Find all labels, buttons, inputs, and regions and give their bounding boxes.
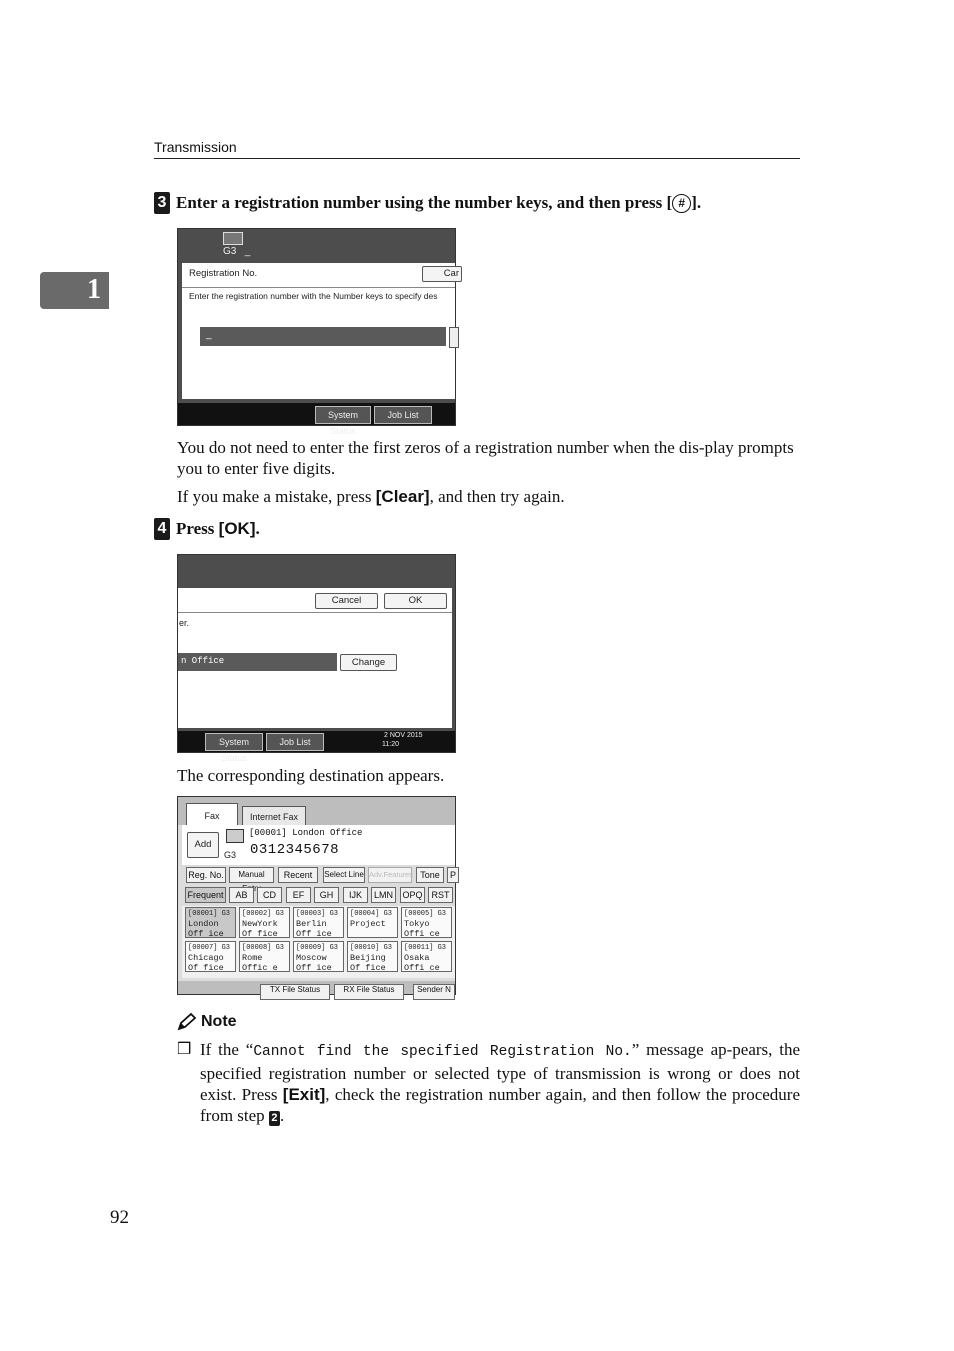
pause-button[interactable]: P xyxy=(447,867,459,883)
dest-code: [00009] G3 xyxy=(296,944,339,952)
step-number: 3 xyxy=(154,192,170,214)
dest-name: Osaka Offi ce xyxy=(404,953,440,973)
instruction-text: Enter the registration number with the Number keys to specify des xyxy=(189,291,438,301)
step-reference: 2 xyxy=(269,1111,280,1126)
tab-rst[interactable]: RST xyxy=(428,887,453,903)
status-bar xyxy=(178,731,455,763)
dest-code: [00002] G3 xyxy=(242,910,285,918)
hash-key-icon: # xyxy=(672,194,691,213)
step-text-end: ]. xyxy=(691,192,702,212)
note-bullet: ❒ xyxy=(177,1041,192,1058)
rx-file-status-button[interactable]: RX File Status xyxy=(334,984,404,1000)
destination-key[interactable] xyxy=(347,907,398,938)
system-status-button[interactable]: System Status xyxy=(315,406,371,424)
dest-name: London Off ice xyxy=(188,919,224,939)
step-4-heading xyxy=(154,518,260,540)
destination-key[interactable] xyxy=(185,907,236,938)
note-text-4: . xyxy=(279,1106,285,1125)
note-heading xyxy=(177,1013,237,1031)
alpha-tabs xyxy=(182,886,455,906)
dest-code: [00001] G3 xyxy=(188,910,231,918)
time-display: 11:20 xyxy=(382,741,399,748)
para2-text: If you make a mistake, press xyxy=(177,487,376,506)
tab-fax[interactable] xyxy=(186,803,238,825)
dest-code: [00007] G3 xyxy=(188,944,231,952)
tab-internet-fax[interactable] xyxy=(242,806,306,825)
note-title: Note xyxy=(201,1013,237,1030)
manual-entry-button[interactable]: Manual xyxy=(229,867,274,883)
registration-screen xyxy=(177,228,459,436)
tab-fax-label: Fax xyxy=(204,811,220,821)
selected-destination xyxy=(178,653,337,671)
fax-machine-icon xyxy=(226,829,244,843)
header-rule xyxy=(154,158,800,159)
input-value: _ xyxy=(206,329,212,340)
selected-destination-text: n Office xyxy=(181,656,225,666)
step3-paragraph-1: You do not need to enter the first zeros of a registration number when the dis-play prompts you to enter five digits. xyxy=(177,438,794,478)
change-button[interactable]: Change xyxy=(340,654,397,671)
step-number: 4 xyxy=(154,518,170,540)
date-display: 2 NOV 2015 xyxy=(384,732,423,739)
mode-label: G3 xyxy=(223,246,237,257)
adv-features-button[interactable]: Adv.Features xyxy=(368,867,412,883)
tab-cd[interactable]: CD xyxy=(257,887,282,903)
dest-name: NewYork Of fice xyxy=(242,919,278,939)
note-text-2: ” message ap-pears, the specified registration number or selected type of transmission is wrong or does not exist. Press xyxy=(200,1040,801,1104)
reg-no-button[interactable]: Reg. No. xyxy=(186,867,226,883)
dest-name: Tokyo Offi ce xyxy=(404,919,440,939)
dest-code: [00004] G3 xyxy=(350,910,393,918)
tone-button[interactable]: Tone xyxy=(416,867,444,883)
destination-key[interactable] xyxy=(239,941,290,972)
pencil-icon xyxy=(177,1013,197,1031)
exit-key: [Exit] xyxy=(282,1085,326,1104)
ok-key: [OK] xyxy=(218,519,256,538)
dest-name: Project xyxy=(350,919,386,929)
page-number: 92 xyxy=(110,1207,129,1228)
dest-name: Beijing Of fice xyxy=(350,953,386,973)
result-text: The corresponding destination appears. xyxy=(177,766,445,785)
step3-paragraph-2 xyxy=(177,486,801,507)
tab-ab[interactable]: AB xyxy=(229,887,254,903)
job-list-button[interactable]: Job List xyxy=(266,733,324,751)
tab-opq[interactable]: OPQ xyxy=(400,887,425,903)
dest-code: [00010] G3 xyxy=(350,944,393,952)
destination-key[interactable] xyxy=(347,941,398,972)
ok-button[interactable]: OK xyxy=(384,593,447,609)
job-list-button[interactable]: Job List xyxy=(374,406,432,424)
add-button[interactable]: Add xyxy=(187,832,219,858)
bottom-bar xyxy=(178,981,455,994)
destination-key[interactable] xyxy=(239,907,290,938)
dest-name: Chicago Of fice xyxy=(188,953,224,973)
dialog-title: Registration No. xyxy=(189,268,258,279)
confirm-screen xyxy=(177,554,456,763)
dest-name: Rome Offic e xyxy=(242,953,278,973)
dest-code: [00008] G3 xyxy=(242,944,285,952)
dialog xyxy=(178,588,452,728)
chapter-number: 1 xyxy=(87,274,101,305)
fax-screen xyxy=(177,796,456,995)
registration-input[interactable] xyxy=(200,327,446,346)
cursor: _ xyxy=(244,246,251,257)
chapter-tab xyxy=(40,272,109,309)
note-message: Cannot find the specified Registration No. xyxy=(253,1044,632,1060)
destination-key[interactable] xyxy=(401,941,452,972)
destination-panel xyxy=(182,825,455,865)
dest-code: [00003] G3 xyxy=(296,910,339,918)
step-text: Press xyxy=(176,519,219,538)
destination-key[interactable] xyxy=(293,907,344,938)
tab-internet-fax-label: Internet Fax xyxy=(249,812,299,822)
clear-key: [Clear] xyxy=(375,487,430,506)
running-head: Transmission xyxy=(154,139,237,155)
note-text xyxy=(200,1039,800,1126)
para2-text-end: , and then try again. xyxy=(429,487,565,506)
dest-name: Berlin Off ice xyxy=(296,919,332,939)
dest-code: [00011] G3 xyxy=(404,944,447,952)
step-text: Enter a registration number using the number keys, and then press [ xyxy=(176,192,673,212)
tab-ijk[interactable]: IJK xyxy=(343,887,368,903)
tab-gh[interactable]: GH xyxy=(314,887,339,903)
destination-list xyxy=(182,906,455,978)
dialog xyxy=(182,263,459,399)
fax-machine-icon xyxy=(223,232,243,245)
sender-name-button[interactable]: Sender N xyxy=(413,984,455,1000)
tab-ef[interactable]: EF xyxy=(286,887,311,903)
toolbar xyxy=(182,865,455,886)
note-text-3: , check the registration number again, and then follow the procedure from step xyxy=(200,1085,801,1125)
status-bar xyxy=(178,403,455,436)
step-text-end: . xyxy=(255,519,260,538)
destination-name: [00001] London Office xyxy=(249,828,363,838)
destination-key[interactable] xyxy=(401,907,452,938)
tab-lmn[interactable]: LMN xyxy=(371,887,396,903)
system-status-button[interactable]: System Status xyxy=(205,733,263,751)
dest-code: [00005] G3 xyxy=(404,910,447,918)
mode-label: G3 xyxy=(224,850,237,860)
note-text-1: If the “ xyxy=(200,1040,254,1059)
destination-number: 0312345678 xyxy=(250,842,340,858)
destination-key[interactable] xyxy=(293,941,344,972)
tab-frequent[interactable]: Frequent xyxy=(185,887,226,903)
partial-text: er. xyxy=(179,618,190,628)
step-3-heading xyxy=(154,192,701,214)
dest-name: Moscow Off ice xyxy=(296,953,332,973)
divider xyxy=(182,287,455,288)
cancel-button[interactable]: Cancel xyxy=(315,593,378,609)
recent-button[interactable]: Recent xyxy=(278,867,318,883)
tx-file-status-button[interactable]: TX File Status xyxy=(260,984,330,1000)
select-line-button[interactable]: Select Line xyxy=(323,867,365,883)
divider xyxy=(178,612,452,613)
destination-key[interactable] xyxy=(185,941,236,972)
input-side-button[interactable] xyxy=(449,327,459,348)
tab-strip xyxy=(178,797,455,825)
cancel-button[interactable]: Car xyxy=(422,266,462,282)
